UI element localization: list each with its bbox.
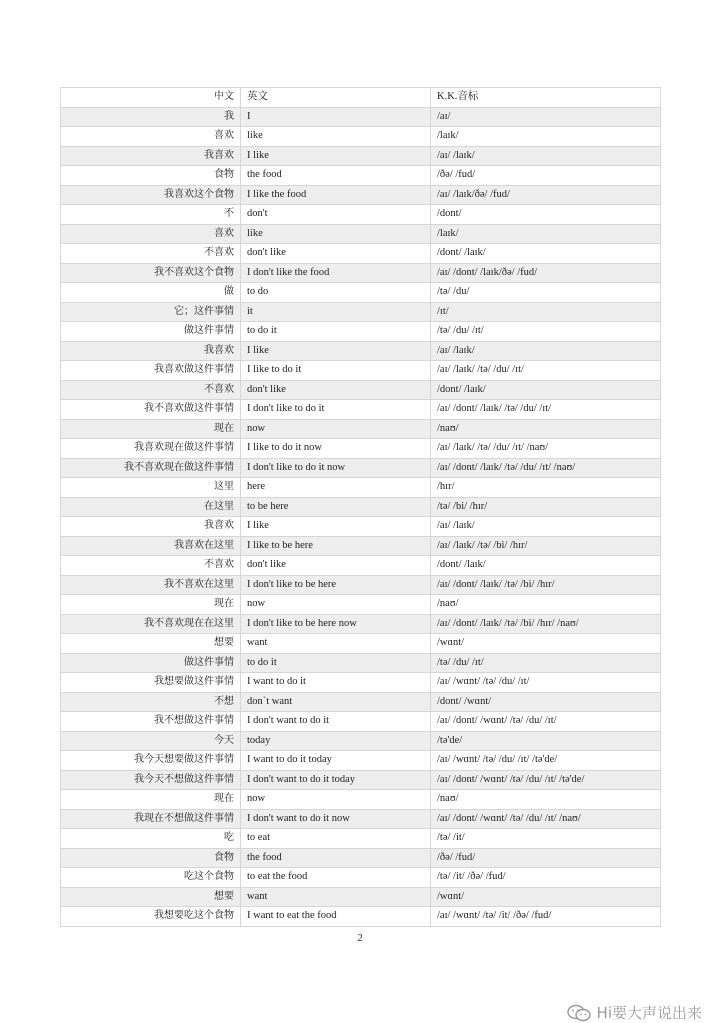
chinese-cell: 我喜欢在这里 [61, 536, 241, 556]
chinese-cell: 不喜欢 [61, 556, 241, 576]
table-row [61, 907, 661, 927]
english-cell: to eat the food [241, 868, 431, 888]
phonetic-cell: /aɪ/ /dont/ /laɪk/ /tə/ /bi/ /hɪr/ [431, 575, 661, 595]
chinese-cell: 食物 [61, 848, 241, 868]
watermark [567, 1002, 702, 1023]
phonetic-cell: /aɪ/ /dont/ /laɪk/ /tə/ /du/ /ɪt/ /naʊ/ [431, 458, 661, 478]
chinese-cell: 不喜欢 [61, 244, 241, 264]
phonetic-cell: /naʊ/ [431, 419, 661, 439]
chinese-cell: 吃 [61, 829, 241, 849]
chinese-cell: 吃这个食物 [61, 868, 241, 888]
phonetic-cell: /tə/ /du/ /ɪt/ [431, 322, 661, 342]
table-row [61, 848, 661, 868]
table-row [61, 731, 661, 751]
chinese-cell: 现在 [61, 790, 241, 810]
english-cell: I don't like to do it [241, 400, 431, 420]
table-row [61, 809, 661, 829]
table-row [61, 458, 661, 478]
table-row [61, 653, 661, 673]
english-cell: here [241, 478, 431, 498]
phonetic-cell: /wɑnt/ [431, 634, 661, 654]
watermark-text: Hi要大声说出来 [596, 1004, 702, 1022]
phonetic-cell: /aɪ/ /dont/ /wɑnt/ /tə/ /du/ /ɪt/ /naʊ/ [431, 809, 661, 829]
phonetic-cell: /aɪ/ /laɪk/ [431, 517, 661, 537]
english-cell: I don't like to do it now [241, 458, 431, 478]
phonetic-cell: /dont/ /wɑnt/ [431, 692, 661, 712]
chinese-cell: 我 [61, 107, 241, 127]
english-cell: now [241, 790, 431, 810]
english-cell: I [241, 107, 431, 127]
phonetic-cell: /aɪ/ /laɪk/ðə/ /fud/ [431, 185, 661, 205]
phonetic-cell: /aɪ/ /dont/ /laɪk/ /tə/ /bi/ /hɪr/ /naʊ/ [431, 614, 661, 634]
english-cell: don't like [241, 244, 431, 264]
table-row [61, 341, 661, 361]
chinese-cell: 这里 [61, 478, 241, 498]
phonetic-cell: /dont/ /laɪk/ [431, 244, 661, 264]
english-cell: I like [241, 517, 431, 537]
chinese-cell: 在这里 [61, 497, 241, 517]
english-cell: I like to do it [241, 361, 431, 381]
table-row [61, 361, 661, 381]
phonetic-cell: /ɪt/ [431, 302, 661, 322]
phonetic-cell: /aɪ/ [431, 107, 661, 127]
chinese-cell: 现在 [61, 419, 241, 439]
english-cell: I like [241, 341, 431, 361]
table-row [61, 887, 661, 907]
chinese-cell: 它；这件事情 [61, 302, 241, 322]
chinese-cell: 想要 [61, 887, 241, 907]
english-cell: don't like [241, 556, 431, 576]
english-cell: I like [241, 146, 431, 166]
english-cell: to eat [241, 829, 431, 849]
vocabulary-table [60, 87, 661, 927]
phonetic-cell: /ðə/ /fud/ [431, 848, 661, 868]
english-cell: to do [241, 283, 431, 303]
chinese-cell: 我喜欢这个食物 [61, 185, 241, 205]
phonetic-cell: /dont/ /laɪk/ [431, 380, 661, 400]
table-row [61, 712, 661, 732]
chinese-cell: 我不喜欢现在做这件事情 [61, 458, 241, 478]
chinese-cell: 做 [61, 283, 241, 303]
chinese-cell: 我今天想要做这件事情 [61, 751, 241, 771]
english-cell: I don't like to be here now [241, 614, 431, 634]
chinese-cell: 我不喜欢这个食物 [61, 263, 241, 283]
table-header-row [61, 88, 661, 108]
phonetic-cell: /aɪ/ /dont/ /laɪk/ðə/ /fud/ [431, 263, 661, 283]
table-row [61, 517, 661, 537]
english-cell: want [241, 634, 431, 654]
phonetic-cell: /aɪ/ /dont/ /laɪk/ /tə/ /du/ /ɪt/ [431, 400, 661, 420]
english-cell: I want to eat the food [241, 907, 431, 927]
phonetic-cell: /ðə/ /fud/ [431, 166, 661, 186]
table-row [61, 829, 661, 849]
chinese-cell: 我不喜欢在这里 [61, 575, 241, 595]
phonetic-cell: /tə/ /it/ [431, 829, 661, 849]
chinese-cell: 我喜欢 [61, 146, 241, 166]
table-row [61, 166, 661, 186]
table-row [61, 283, 661, 303]
chinese-cell: 我喜欢 [61, 341, 241, 361]
chinese-cell: 现在 [61, 595, 241, 615]
table-row [61, 263, 661, 283]
table-row [61, 185, 661, 205]
phonetic-cell: /tə/ /du/ /ɪt/ [431, 653, 661, 673]
phonetic-cell: /aɪ/ /wɑnt/ /tə/ /du/ /ɪt/ /tə'de/ [431, 751, 661, 771]
chinese-cell: 喜欢 [61, 224, 241, 244]
table-row [61, 302, 661, 322]
table-row [61, 322, 661, 342]
table-row [61, 556, 661, 576]
phonetic-cell: /dont/ [431, 205, 661, 225]
english-cell: now [241, 595, 431, 615]
table-row [61, 400, 661, 420]
english-cell: I don't like to be here [241, 575, 431, 595]
chinese-cell: 我喜欢做这件事情 [61, 361, 241, 381]
header-chinese: 中文 [61, 88, 241, 108]
english-cell: I don't want to do it now [241, 809, 431, 829]
chinese-cell: 我现在不想做这件事情 [61, 809, 241, 829]
chinese-cell: 想要 [61, 634, 241, 654]
table-row [61, 634, 661, 654]
english-cell: I don't like the food [241, 263, 431, 283]
english-cell: today [241, 731, 431, 751]
phonetic-cell: /aɪ/ /laɪk/ /tə/ /bi/ /hɪr/ [431, 536, 661, 556]
phonetic-cell: /aɪ/ /dont/ /wɑnt/ /tə/ /du/ /ɪt/ [431, 712, 661, 732]
english-cell: like [241, 127, 431, 147]
page-number: 2 [357, 932, 363, 944]
chinese-cell: 今天 [61, 731, 241, 751]
table-row [61, 536, 661, 556]
phonetic-cell: /naʊ/ [431, 790, 661, 810]
chinese-cell: 我今天不想做这件事情 [61, 770, 241, 790]
chinese-cell: 我想要做这件事情 [61, 673, 241, 693]
table-row [61, 380, 661, 400]
phonetic-cell: /hɪr/ [431, 478, 661, 498]
table-row [61, 575, 661, 595]
english-cell: to do it [241, 322, 431, 342]
english-cell: the food [241, 166, 431, 186]
phonetic-cell: /dont/ /laɪk/ [431, 556, 661, 576]
english-cell: I want to do it [241, 673, 431, 693]
table-row [61, 673, 661, 693]
phonetic-cell: /aɪ/ /wɑnt/ /tə/ /it/ /ðə/ /fud/ [431, 907, 661, 927]
table-row [61, 439, 661, 459]
chinese-cell: 我不想做这件事情 [61, 712, 241, 732]
table-row [61, 595, 661, 615]
chinese-cell: 不想 [61, 692, 241, 712]
table-row [61, 205, 661, 225]
english-cell: I don't want to do it [241, 712, 431, 732]
table-row [61, 770, 661, 790]
table-row [61, 478, 661, 498]
chinese-cell: 不喜欢 [61, 380, 241, 400]
header-kk-phonetic: K.K.音标 [431, 88, 661, 108]
english-cell: it [241, 302, 431, 322]
table-row [61, 127, 661, 147]
chinese-cell: 我不喜欢做这件事情 [61, 400, 241, 420]
english-cell: want [241, 887, 431, 907]
english-cell: now [241, 419, 431, 439]
table-row [61, 614, 661, 634]
english-cell: I like to do it now [241, 439, 431, 459]
phonetic-cell: /aɪ/ /wɑnt/ /tə/ /du/ /ɪt/ [431, 673, 661, 693]
english-cell: I don't want to do it today [241, 770, 431, 790]
english-cell: to do it [241, 653, 431, 673]
table-row [61, 244, 661, 264]
english-cell: to be here [241, 497, 431, 517]
english-cell: I like to be here [241, 536, 431, 556]
chinese-cell: 我喜欢 [61, 517, 241, 537]
english-cell: the food [241, 848, 431, 868]
english-cell: don`t want [241, 692, 431, 712]
phonetic-cell: /wɑnt/ [431, 887, 661, 907]
chinese-cell: 我喜欢现在做这件事情 [61, 439, 241, 459]
english-cell: I like the food [241, 185, 431, 205]
header-english: 英文 [241, 88, 431, 108]
chinese-cell: 不 [61, 205, 241, 225]
english-cell: don't like [241, 380, 431, 400]
chinese-cell: 食物 [61, 166, 241, 186]
table-row [61, 224, 661, 244]
chinese-cell: 我不喜欢现在在这里 [61, 614, 241, 634]
chinese-cell: 做这件事情 [61, 322, 241, 342]
table-row [61, 497, 661, 517]
table-row [61, 868, 661, 888]
english-cell: like [241, 224, 431, 244]
table-row [61, 751, 661, 771]
phonetic-cell: /tə/ /it/ /ðə/ /fud/ [431, 868, 661, 888]
phonetic-cell: /aɪ/ /laɪk/ /tə/ /du/ /ɪt/ [431, 361, 661, 381]
phonetic-cell: /naʊ/ [431, 595, 661, 615]
phonetic-cell: /aɪ/ /laɪk/ /tə/ /du/ /ɪt/ /naʊ/ [431, 439, 661, 459]
phonetic-cell: /tə'de/ [431, 731, 661, 751]
chinese-cell: 做这件事情 [61, 653, 241, 673]
phonetic-cell: /laɪk/ [431, 224, 661, 244]
table-row [61, 146, 661, 166]
phonetic-cell: /aɪ/ /dont/ /wɑnt/ /tə/ /du/ /ɪt/ /tə'de/ [431, 770, 661, 790]
table-row [61, 790, 661, 810]
phonetic-cell: /laɪk/ [431, 127, 661, 147]
phonetic-cell: /aɪ/ /laɪk/ [431, 341, 661, 361]
phonetic-cell: /tə/ /bi/ /hɪr/ [431, 497, 661, 517]
chinese-cell: 我想要吃这个食物 [61, 907, 241, 927]
table-row [61, 107, 661, 127]
english-cell: I want to do it today [241, 751, 431, 771]
english-cell: don't [241, 205, 431, 225]
table-row [61, 692, 661, 712]
table-row [61, 419, 661, 439]
phonetic-cell: /tə/ /du/ [431, 283, 661, 303]
chinese-cell: 喜欢 [61, 127, 241, 147]
phonetic-cell: /aɪ/ /laɪk/ [431, 146, 661, 166]
